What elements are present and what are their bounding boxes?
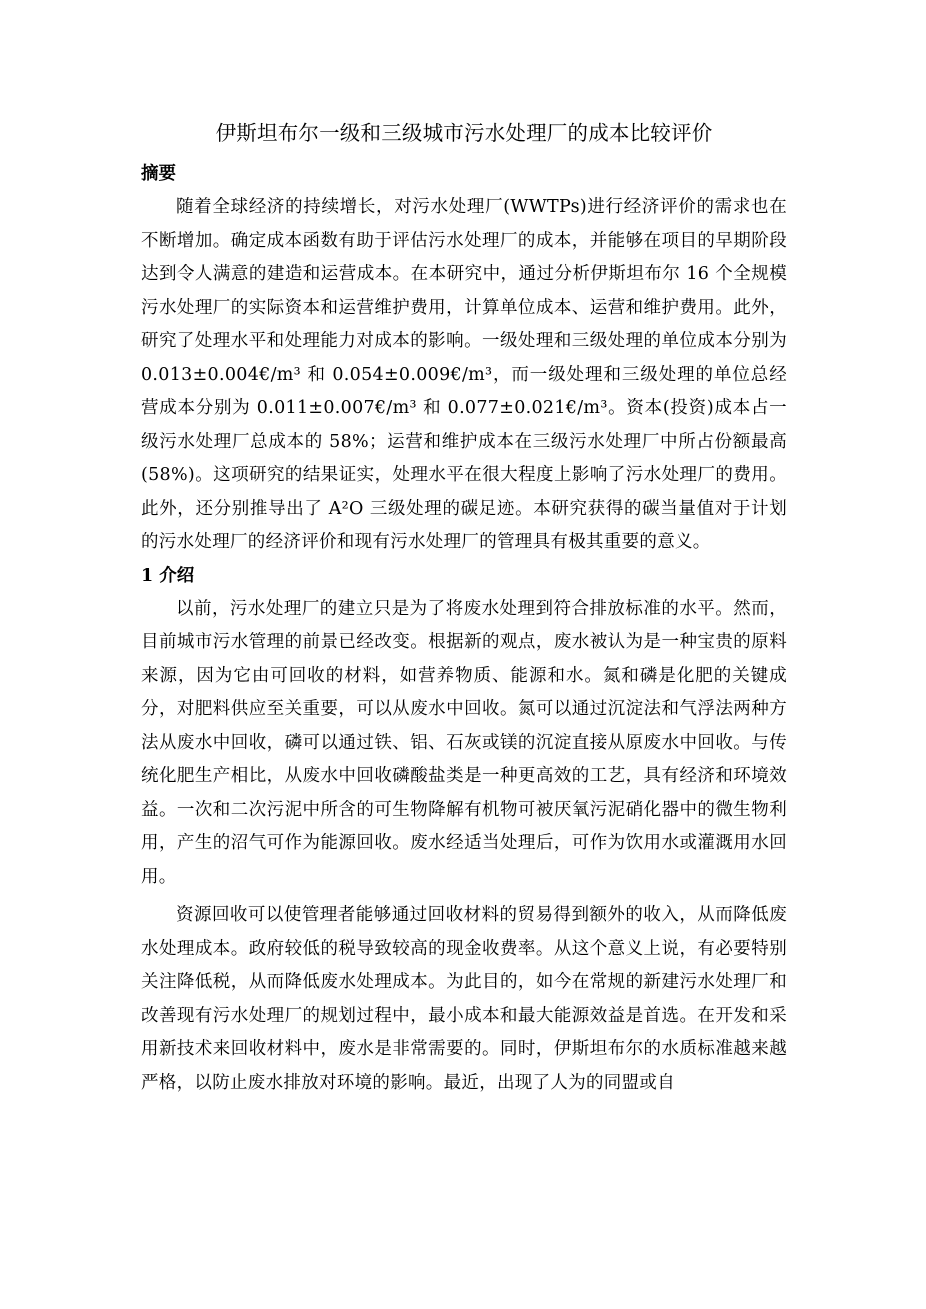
abstract-paragraph: 随着全球经济的持续增长，对污水处理厂(WWTPs)进行经济评价的需求也在不断增加。确定成本函数有助于评估污水处理厂的成本，并能够在项目的早期阶段达到令人满意的建造和运营成本。在本研究中，通过分析伊斯坦布尔 16 个全规模污水处理厂的实际资本和运营维护费用，计算单位成本、运营和维护费用。此外，研究了处理水平和处理能力对成本的影响。一级处理和三级处理的单位成本分别为 0.013±0.004€/m³ 和 0.054±0.009€/m³，而一级处理和三级处理的单位总经营成本分别为 0.011±0.007€/m³ 和 0.077±0.021€/m³。资本(投资)成本占一级污水处理厂总成本的 58%；运营和维护成本在三级污水处理厂中所占份额最高(58%)。这项研究的结果证实，处理水平在很大程度上影响了污水处理厂的费用。此外，还分别推导出了 A²O 三级处理的碳足迹。本研究获得的碳当量值对于计划的污水处理厂的经济评价和现有污水处理厂的管理具有极其重要的意义。 [141, 197, 787, 552]
document-page [141, 118, 787, 1100]
section-1-paragraph-2: 资源回收可以使管理者能够通过回收材料的贸易得到额外的收入，从而降低废水处理成本。政府较低的税导致较高的现金收费率。从这个意义上说，有必要特别关注降低税，从而降低废水处理成本。为此目的，如今在常规的新建污水处理厂和改善现有污水处理厂的规划过程中，最小成本和最大能源效益是首选。在开发和采用新技术来回收材料中，废水是非常需要的。同时，伊斯坦布尔的水质标准越来越严格，以防止废水排放对环境的影响。最近，出现了人为的同盟或自 [141, 905, 787, 1093]
document-title: 伊斯坦布尔一级和三级城市污水处理厂的成本比较评价 [215, 121, 713, 145]
section-1-heading: 1 介绍 [141, 565, 195, 586]
abstract-heading: 摘要 [141, 164, 176, 184]
section-1-paragraph-1: 以前，污水处理厂的建立只是为了将废水处理到符合排放标准的水平。然而，目前城市污水管理的前景已经改变。根据新的观点，废水被认为是一种宝贵的原料来源，因为它由可回收的材料，如营养物质、能源和水。氮和磷是化肥的关键成分，对肥料供应至关重要，可以从废水中回收。氮可以通过沉淀法和气浮法两种方法从废水中回收，磷可以通过铁、铝、石灰或镁的沉淀直接从原废水中回收。与传统化肥生产相比，从废水中回收磷酸盐类是一种更高效的工艺，具有经济和环境效益。一次和二次污泥中所含的可生物降解有机物可被厌氧污泥硝化器中的微生物利用，产生的沼气可作为能源回收。废水经适当处理后，可作为饮用水或灌溉用水回用。 [141, 598, 787, 887]
